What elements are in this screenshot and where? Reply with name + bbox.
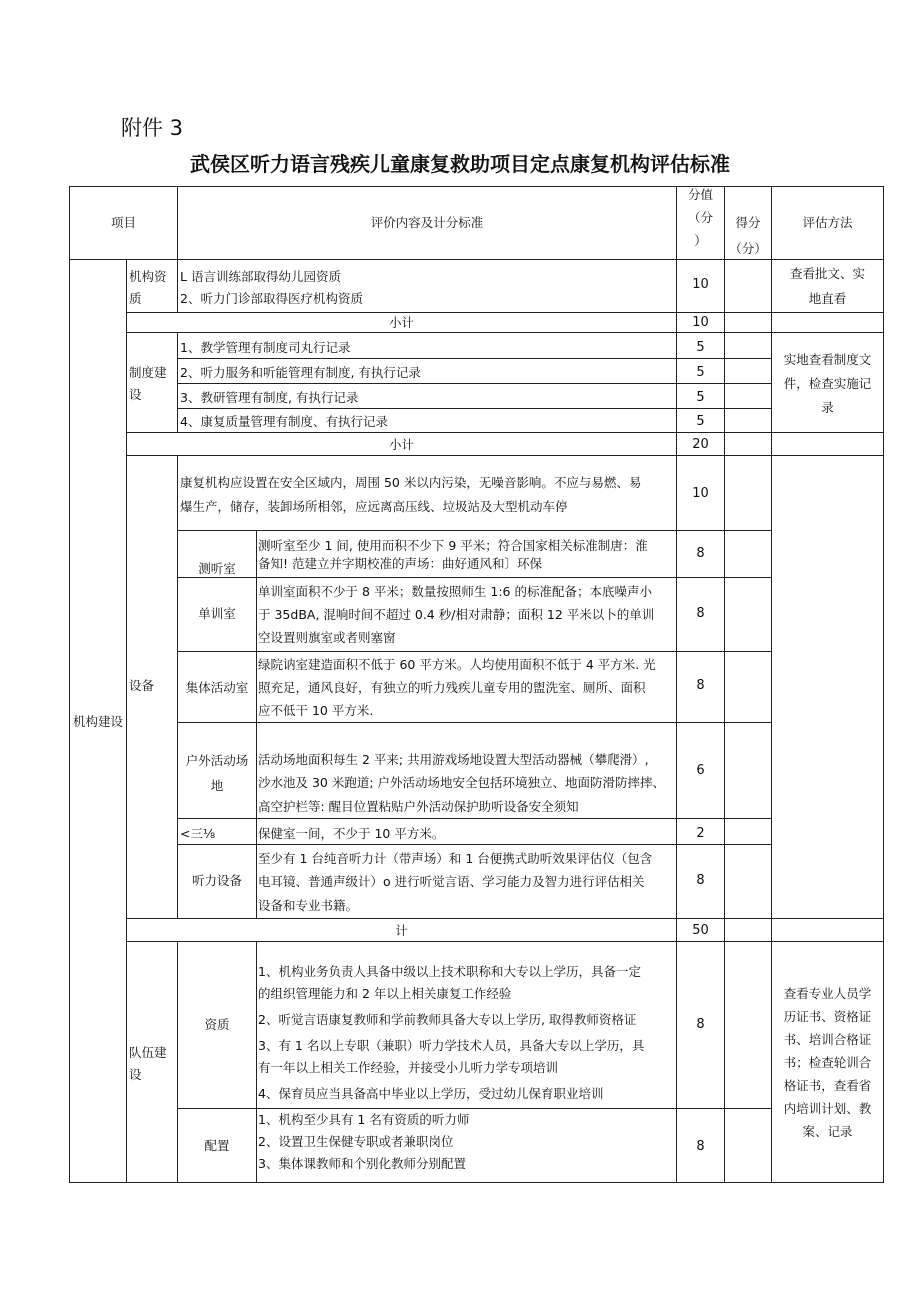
system-label-1: 制度建 — [129, 365, 167, 380]
room-outdoor-score: 6 — [696, 763, 705, 778]
team-config-label: 配置 — [204, 1138, 230, 1153]
header-got-2: （分） — [729, 241, 767, 256]
subtotal-1-label: 小计 — [388, 315, 414, 330]
room-audio-equipment-line-3: 设备和专业书籍。 — [258, 898, 359, 913]
room-outdoor-line-1: 活动场地面积每生 2 平来; 共用游戏场地设置大型活动器械（攀爬滑）, — [258, 752, 649, 767]
qualification-line-1: L 语言训练部取得幼儿园资质 — [180, 269, 341, 284]
team-qual-line-2: 的组织管理能力和 2 年以上相关康复工作经验 — [258, 986, 512, 1001]
header-got-1: 得分 — [735, 215, 761, 230]
room-audio-equipment-line-2: 电耳镜、普通声级计）o 进行听觉言语、学习能力及智力进行评估相关 — [258, 874, 645, 889]
header-score-1: 分值 — [687, 187, 713, 202]
room-outdoor-line-3: 高空护栏等: 醒目位置粘贴户外活动保护助听设备安全须知 — [258, 799, 579, 814]
room-hearing-test-line-1: 测听室至少 1 间, 使用而积不少下 9 平米；符合国家相关标准制唐：淮 — [258, 538, 648, 553]
team-qual-line-6: 4、保育员应当具备高中毕业以上学历，受过幼儿保育职业培训 — [258, 1086, 604, 1101]
room-health-name: <三⅛ — [180, 826, 216, 841]
team-config-line-3: 3、集体课教师和个别化教师分别配置 — [258, 1156, 466, 1171]
team-qual-label: 资质 — [204, 1017, 230, 1032]
subtotal-1-score: 10 — [692, 315, 709, 330]
system-item-3-score: 5 — [696, 390, 705, 405]
room-audio-equipment-score: 8 — [696, 873, 705, 888]
qualification-score: 10 — [692, 277, 709, 292]
qualification-method-1: 查看批文、实 — [789, 266, 865, 281]
room-group-name: 集体活动室 — [185, 680, 249, 695]
team-config-score: 8 — [696, 1139, 705, 1154]
room-audio-equipment-line-1: 至少有 1 台纯音听力计（带声场）和 1 台便携式助听效果评估仪（包含 — [258, 851, 653, 866]
team-method-2: 历证书、资格证 — [783, 1009, 872, 1024]
system-method-3: 录 — [821, 400, 834, 415]
room-group-line-2: 照充足，通风良好，有独立的听力残疾儿童专用的盥洗室、厕所、面积 — [258, 680, 646, 695]
team-qual-line-5: 有一年以上相关工作经验，并接受小儿听力学专项培训 — [258, 1060, 559, 1075]
system-item-4: 4、康复质量管理有制度、有执行记录 — [180, 414, 388, 429]
room-individual-line-3: 空设置则旗室或者则塞窗 — [258, 630, 396, 645]
header-item: 项目 — [110, 215, 136, 230]
system-item-1: 1、教学管理有制度司丸行记录 — [180, 340, 351, 355]
header-score-2: （分 — [687, 210, 713, 225]
team-config-line-2: 2、设置卫生保健专职或者兼职岗位 — [258, 1134, 454, 1149]
room-health-line-1: 保健室一间，不少于 10 平方米。 — [258, 826, 445, 841]
room-individual-line-2: 于 35dBA, 混响时间不超过 0.4 秒/相对肃静；面积 12 平米以卜的单训 — [258, 607, 655, 622]
equipment-site-score: 10 — [692, 486, 709, 501]
room-group-line-1: 绿院讷室建造面积不低于 60 平方米。人均使用面积不低于 4 平方米. 光 — [258, 657, 656, 672]
team-qual-score: 8 — [696, 1017, 705, 1032]
attachment-label: 附件 3 — [121, 116, 184, 140]
system-item-2: 2、听力服务和听能管理有制度, 有执行记录 — [180, 365, 421, 380]
room-outdoor-line-2: 沙水池及 30 米跑道; 户外活动场地安全包括环境独立、地面防滑防摔摔、 — [258, 775, 666, 790]
system-label-2: 设 — [129, 387, 142, 402]
team-method-6: 内培训计划、教 — [783, 1101, 872, 1116]
page-title: 武侯区听力语言残疾儿童康复救助项目定点康复机构评估标准 — [190, 152, 730, 176]
system-item-3: 3、教研管理有制度, 有执行记录 — [180, 390, 359, 405]
room-hearing-test-line-2: 备知! 范建立并字期校准的声场：曲好通风和〕环保 — [258, 556, 542, 571]
team-method-4: 书；检查轮训合 — [783, 1055, 872, 1070]
system-item-4-score: 5 — [696, 414, 705, 429]
system-method-2: 件，检查实施记 — [783, 376, 872, 391]
header-score-3: ） — [694, 233, 707, 248]
header-content: 评价内容及计分标准 — [370, 215, 484, 230]
team-qual-line-1: 1、机构业务负责人具备中级以上技术职称和大专以上学历，具备一定 — [258, 964, 641, 979]
qualification-label-2: 质 — [129, 291, 142, 306]
team-qual-line-4: 3、有 1 名以上专职（兼职）听力学技术人员，具备大专以上学历，具 — [258, 1038, 645, 1053]
subtotal-3-score: 50 — [692, 923, 709, 938]
room-group-line-3: 应不低干 10 平方米. — [258, 703, 374, 718]
team-method-1: 查看专业人员学 — [783, 986, 872, 1001]
qualification-line-2: 2、听力门诊部取得医疗机构资质 — [180, 291, 363, 306]
room-hearing-test-score: 8 — [696, 546, 705, 561]
system-method-1: 实地查看制度文 — [783, 352, 872, 367]
room-audio-equipment-name: 听力设备 — [191, 873, 242, 888]
subtotal-2-label: 小计 — [388, 437, 414, 452]
room-individual-line-1: 单训室面积不少于 8 平米；数量按照师生 1:6 的标准配备；本底噪声小 — [258, 584, 652, 599]
room-individual-score: 8 — [696, 606, 705, 621]
equipment-site-line-1: 康复机构应设置在安全区域内，周围 50 米以内污染，无噪音影响。不应与易燃、易 — [180, 475, 642, 490]
room-individual-name: 单训室 — [198, 606, 236, 621]
team-method-7: 案、记录 — [802, 1124, 853, 1139]
qualification-label-1: 机构资 — [129, 269, 167, 284]
subtotal-3-label: 计 — [395, 923, 408, 938]
team-method-3: 书、培训合格证 — [783, 1032, 872, 1047]
room-group-score: 8 — [696, 678, 705, 693]
header-method: 评估方法 — [802, 215, 853, 230]
team-qual-line-3: 2、听觉言语康复教师和学前教师具备大专以上学历, 取得教师资格证 — [258, 1012, 637, 1027]
room-outdoor-name-2: 地 — [210, 778, 224, 793]
team-config-line-1: 1、机构至少具有 1 名有资质的听力师 — [258, 1112, 470, 1127]
subtotal-2-score: 20 — [692, 437, 709, 452]
equipment-site-line-2: 爆生产，储存，装卸场所相邻，应远离高压线、垃圾站及大型机动车停 — [180, 499, 568, 514]
system-item-1-score: 5 — [696, 340, 705, 355]
room-outdoor-name-1: 户外活动场 — [185, 753, 249, 768]
system-item-2-score: 5 — [696, 365, 705, 380]
room-hearing-test-name: 测听室 — [198, 561, 236, 576]
category-label: 机构建设 — [72, 714, 123, 729]
team-label-1: 队伍建 — [129, 1045, 167, 1060]
team-method-5: 格证书，查看省 — [783, 1078, 872, 1093]
team-label-2: 设 — [129, 1067, 142, 1082]
equipment-label: 设备 — [129, 678, 155, 693]
room-health-score: 2 — [696, 826, 705, 841]
qualification-method-2: 地直看 — [808, 291, 847, 306]
